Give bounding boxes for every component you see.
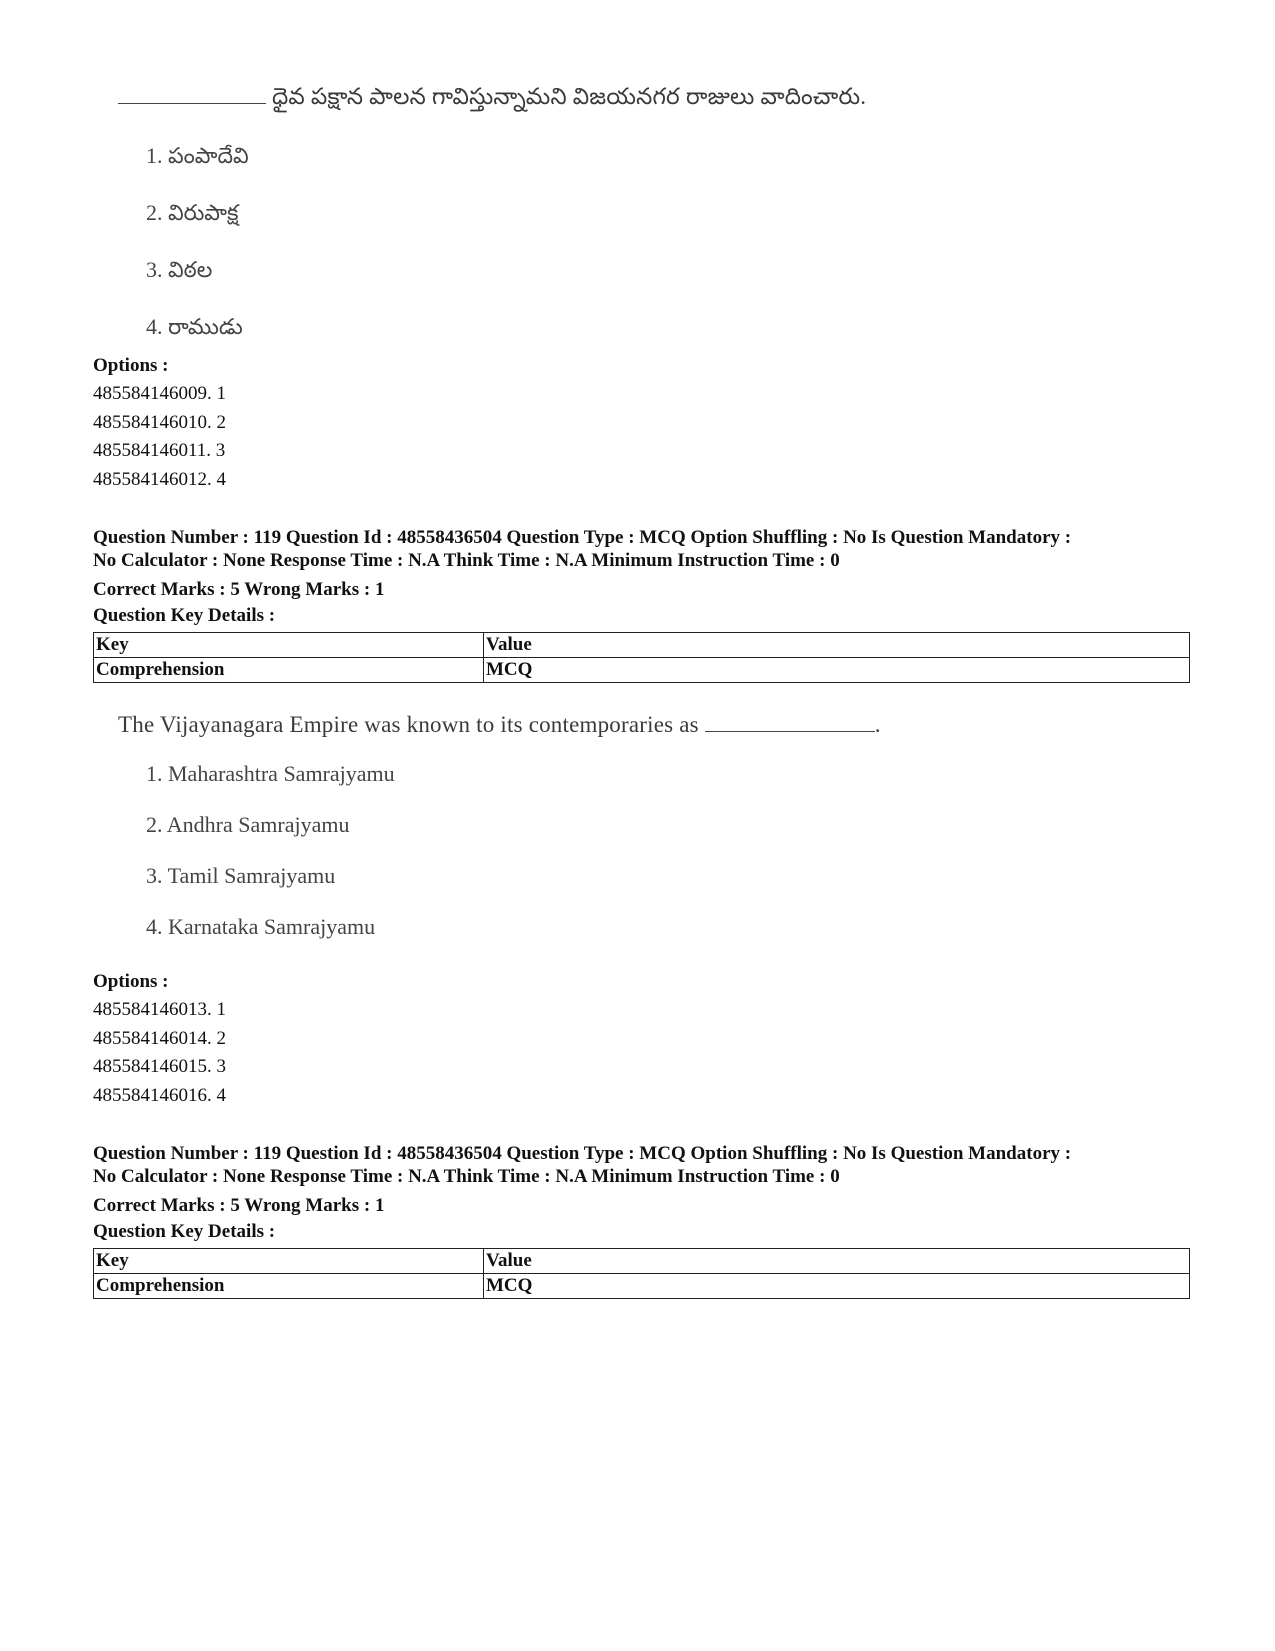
question-stem-text: ధైవ పక్షాన పాలన గావిస్తున్నామని విజయనగర రాజులు వాదించారు. <box>271 84 867 109</box>
option-id: 485584146016. 4 <box>93 1084 226 1106</box>
option-id: 485584146014. 2 <box>93 1027 226 1049</box>
question-meta-line: Question Number : 119 Question Id : 48558436504 Question Type : MCQ Option Shuffling : No Is Question Mandatory : <box>93 1143 1072 1164</box>
question-choices <box>118 760 881 941</box>
table-cell-value: MCQ <box>484 1274 1190 1299</box>
question-meta-line: Question Number : 119 Question Id : 48558436504 Question Type : MCQ Option Shuffling : No Is Question Mandatory : <box>93 527 1072 548</box>
question-choice: 4. రాముడు <box>146 314 243 339</box>
question-image-telugu <box>118 84 866 370</box>
key-details-table <box>93 1248 1190 1299</box>
options-list <box>93 352 1193 494</box>
option-id: 485584146015. 3 <box>93 1056 226 1077</box>
answer-blank <box>118 103 266 104</box>
key-details-table <box>93 632 1190 683</box>
question-stem-end: . <box>874 712 881 737</box>
table-cell-value: MCQ <box>484 658 1190 683</box>
option-id: 485584146011. 3 <box>93 440 226 461</box>
question-meta <box>93 1142 1203 1299</box>
options-list <box>93 968 1193 1110</box>
question-choices <box>118 142 866 341</box>
table-header-value: Value <box>484 1249 1190 1274</box>
question-meta-line: No Calculator : None Response Time : N.A Think Time : N.A Minimum Instruction Time : 0 <box>93 1166 840 1187</box>
table-header-value: Value <box>484 633 1190 658</box>
key-details-title: Question Key Details : <box>93 1221 276 1242</box>
table-header-row <box>94 1249 1190 1274</box>
table-header-row <box>94 633 1190 658</box>
question-choice: 2. విరుపాక్ష <box>146 200 239 225</box>
table-row <box>94 1274 1190 1299</box>
option-id: 485584146013. 1 <box>93 999 226 1020</box>
options-title: Options : <box>93 971 169 992</box>
option-id: 485584146009. 1 <box>93 383 226 404</box>
answer-blank <box>705 731 875 732</box>
table-row <box>94 658 1190 683</box>
key-details-title: Question Key Details : <box>93 605 276 626</box>
question-stem <box>118 712 881 738</box>
question-stem-text: The Vijayanagara Empire was known to its contemporaries as <box>118 712 699 737</box>
option-id: 485584146010. 2 <box>93 411 226 433</box>
options-title: Options : <box>93 355 169 376</box>
option-id: 485584146012. 4 <box>93 468 226 490</box>
question-stem <box>118 84 866 116</box>
question-image-english <box>118 712 881 964</box>
table-cell-key: Comprehension <box>94 1274 484 1299</box>
table-header-key: Key <box>94 1249 484 1274</box>
question-choice: 3. Tamil Samrajyamu <box>146 863 336 888</box>
question-choice: 1. Maharashtra Samrajyamu <box>146 761 395 786</box>
marks-line: Correct Marks : 5 Wrong Marks : 1 <box>93 1195 385 1216</box>
question-meta-line: No Calculator : None Response Time : N.A Think Time : N.A Minimum Instruction Time : 0 <box>93 550 840 571</box>
table-header-key: Key <box>94 633 484 658</box>
marks-line: Correct Marks : 5 Wrong Marks : 1 <box>93 579 385 600</box>
question-choice: 4. Karnataka Samrajyamu <box>146 914 376 939</box>
table-cell-key: Comprehension <box>94 658 484 683</box>
question-choice: 1. పంపాదేవి <box>146 143 249 168</box>
question-meta <box>93 526 1203 683</box>
question-choice: 3. విఠల <box>146 257 213 282</box>
question-choice: 2. Andhra Samrajyamu <box>146 812 350 837</box>
